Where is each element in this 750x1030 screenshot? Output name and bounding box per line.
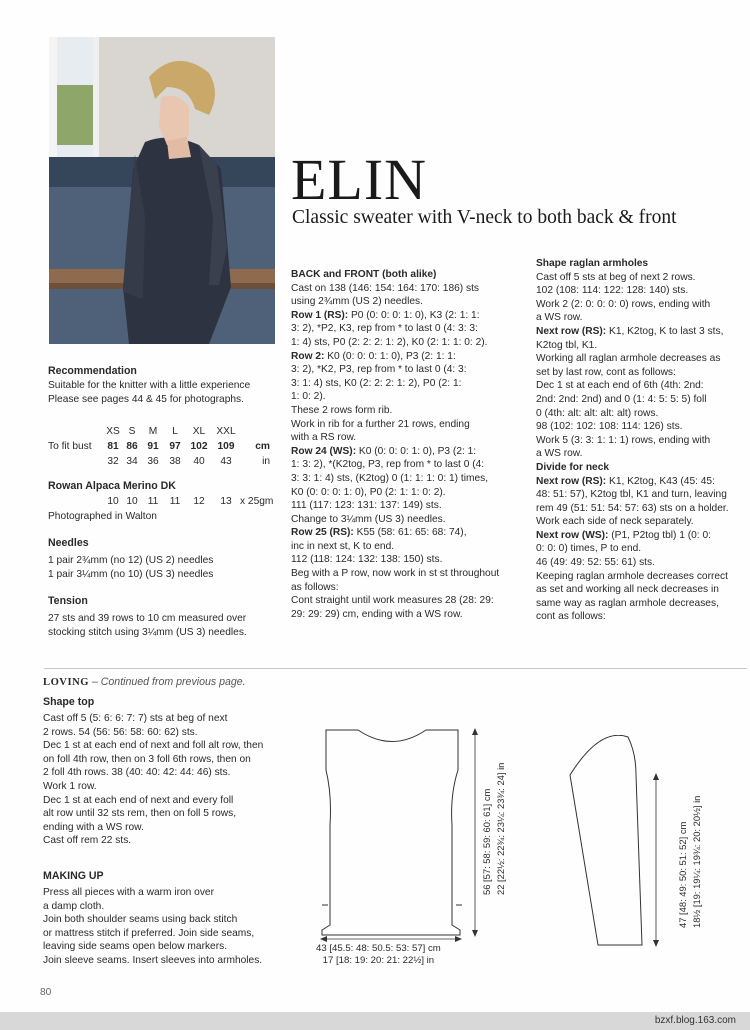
shape-top-heading: Shape top bbox=[43, 696, 95, 708]
instruction-text: Work 5 (3: 3: 1: 1: 1) rows, ending with bbox=[536, 434, 711, 446]
in-value: 43 bbox=[220, 456, 232, 467]
body-width-cm: 43 [45.5: 48: 50.5: 53: 57] cm bbox=[316, 943, 441, 954]
instruction-text: 3: 1: 4) sts, K0 (2: 2: 2: 1: 2), P0 (2: 1: bbox=[291, 377, 462, 389]
yarn-unit: x 25gm bbox=[240, 496, 274, 507]
cm-value: 81 bbox=[107, 441, 119, 452]
instruction-label: Row 2: bbox=[291, 350, 325, 362]
text-line: a damp cloth. bbox=[43, 900, 105, 912]
instruction-label: Row 25 (RS): bbox=[291, 527, 354, 539]
instruction-text: cont as follows: bbox=[536, 611, 606, 623]
yarn-quantities bbox=[48, 494, 284, 509]
instruction-text: as follows: bbox=[291, 581, 339, 593]
instruction-label: Shape raglan armholes bbox=[536, 258, 649, 269]
instruction-line bbox=[536, 461, 729, 475]
instruction-text: 1: 4) sts, P0 (2: 2: 2: 1: 2), K0 (2: 1: 1: 0: 2). bbox=[291, 336, 488, 348]
instruction-text: Working all raglan armhole decreases as bbox=[536, 353, 721, 365]
instruction-text: Change to 3¼mm (US 3) needles. bbox=[291, 513, 446, 525]
watermark-bar bbox=[0, 1012, 750, 1030]
instruction-line bbox=[291, 390, 499, 404]
instruction-text: rem 49 (51: 51: 54: 57: 63) sts on a holder. bbox=[536, 502, 729, 514]
yarn-value: 10 bbox=[107, 496, 119, 507]
instruction-text: 112 (118: 124: 132: 138: 150) sts. bbox=[291, 554, 443, 566]
instruction-label: BACK and FRONT (both alike) bbox=[291, 269, 437, 280]
recommendation-line-2: Please see pages 44 & 45 for photographs. bbox=[48, 394, 244, 405]
instruction-line bbox=[291, 581, 499, 595]
instruction-line bbox=[291, 350, 499, 364]
size-header: XS bbox=[106, 426, 120, 437]
instruction-line bbox=[291, 431, 499, 445]
instruction-text: These 2 rows form rib. bbox=[291, 404, 393, 416]
sleeve-length-label bbox=[676, 796, 703, 928]
instruction-text: 102 (108: 114: 122: 128: 140) sts. bbox=[536, 285, 689, 297]
instruction-line bbox=[536, 325, 729, 339]
instruction-line bbox=[536, 502, 729, 516]
instruction-text: 3: 2), *K2, P3, rep from * to last 0 (4: 3: bbox=[291, 364, 467, 376]
instruction-line bbox=[536, 570, 729, 584]
instruction-text: set by last row, cont as follows: bbox=[536, 366, 676, 378]
needles-line-1: 1 pair 2¾mm (no 12) (US 2) needles bbox=[48, 555, 214, 566]
in-value: 34 bbox=[126, 456, 138, 467]
yarn-value: 11 bbox=[147, 496, 159, 507]
photo-note: Photographed in Walton bbox=[48, 511, 157, 522]
instruction-text: 3: 2), *P2, K3, rep from * to last 0 (4: 3: 3: bbox=[291, 323, 478, 335]
shape-top-text bbox=[43, 712, 263, 848]
body-height-in: 22 [22½: 22¾: 23¼: 23¾: 24] in bbox=[494, 762, 506, 895]
text-line: leaving side seams open below markers. bbox=[43, 941, 228, 953]
instruction-line bbox=[291, 472, 499, 486]
instruction-line bbox=[536, 420, 729, 434]
needles-heading: Needles bbox=[48, 537, 89, 549]
instruction-line bbox=[291, 540, 499, 554]
size-header: L bbox=[172, 426, 178, 437]
cm-value: 102 bbox=[190, 441, 208, 452]
instruction-line bbox=[536, 542, 729, 556]
instruction-text: 111 (117: 123: 131: 137: 149) sts. bbox=[291, 500, 442, 512]
body-height-cm: 56 [57: 58: 59: 60: 61] cm bbox=[481, 788, 492, 895]
instruction-text: (P1, P2tog tbl) 1 (0: 0: bbox=[608, 529, 711, 541]
pattern-title: ELIN bbox=[291, 147, 428, 212]
raglan-instructions bbox=[536, 257, 729, 624]
instruction-text: K2tog tbl, K1. bbox=[536, 339, 598, 351]
instruction-line bbox=[536, 257, 729, 271]
yarn-value: 13 bbox=[220, 496, 232, 507]
instruction-line bbox=[536, 298, 729, 312]
instruction-text: inc in next st, K to end. bbox=[291, 540, 395, 552]
instruction-line bbox=[536, 447, 729, 461]
instruction-line bbox=[536, 556, 729, 570]
size-table bbox=[48, 424, 270, 469]
instruction-text: a WS row. bbox=[536, 448, 583, 460]
tension-line-2: stocking stitch using 3¼mm (US 3) needles. bbox=[48, 627, 247, 638]
size-header: XL bbox=[192, 426, 206, 437]
instruction-line bbox=[291, 445, 499, 459]
instruction-label: Next row (RS): bbox=[536, 325, 607, 337]
text-line: Dec 1 st at each end of next and every foll bbox=[43, 794, 234, 806]
in-value: 36 bbox=[147, 456, 159, 467]
body-width-in: 17 [18: 19: 20: 21: 22½] in bbox=[322, 955, 435, 966]
text-line: Work 1 row. bbox=[43, 780, 97, 792]
instruction-line bbox=[536, 610, 729, 624]
instruction-text: using 2¾mm (US 2) needles. bbox=[291, 296, 423, 308]
instruction-line bbox=[291, 404, 499, 418]
instruction-line bbox=[291, 499, 499, 513]
instruction-text: Cast off 5 sts at beg of next 2 rows. bbox=[536, 271, 696, 283]
text-line: or mattress stitch if preferred. Join side seams, bbox=[43, 927, 255, 939]
instruction-line bbox=[291, 526, 499, 540]
instruction-line bbox=[536, 339, 729, 353]
text-line: Cast off rem 22 sts. bbox=[43, 835, 132, 847]
loving-header bbox=[43, 676, 246, 690]
instruction-line bbox=[291, 513, 499, 527]
instruction-text: Beg with a P row, now work in st st throughout bbox=[291, 568, 500, 580]
back-front-instructions bbox=[291, 268, 499, 621]
instruction-text: P0 (0: 0: 0: 1: 0), K3 (2: 1: 1: bbox=[348, 309, 480, 321]
instruction-text: 48: 51: 57), K2tog tbl, K1 and turn, leaving bbox=[536, 489, 727, 501]
in-value: 38 bbox=[169, 456, 181, 467]
yarn-heading: Rowan Alpaca Merino DK bbox=[48, 480, 176, 492]
instruction-line bbox=[291, 567, 499, 581]
cm-value: 86 bbox=[126, 441, 138, 452]
instruction-text: 0 (4th: alt: alt: alt: alt) rows. bbox=[536, 407, 659, 419]
text-line: Join sleeve seams. Insert sleeves into armholes. bbox=[43, 954, 263, 966]
instruction-line bbox=[536, 271, 729, 285]
instruction-text: K0 (0: 0: 0: 1: 0), P3 (2: 1: 1: bbox=[324, 350, 456, 362]
text-line: ending with a WS row. bbox=[43, 821, 144, 833]
instruction-line bbox=[536, 366, 729, 380]
instruction-line bbox=[291, 295, 499, 309]
cm-value: 97 bbox=[169, 441, 181, 452]
instruction-text: 2nd: 2nd: 2nd) and 0 (1: 4: 5: 5: 5) foll bbox=[536, 393, 707, 405]
loving-continued: – Continued from previous page. bbox=[88, 676, 246, 688]
text-line: 2 foll 4th rows. 38 (40: 40: 42: 44: 46) sts. bbox=[43, 767, 231, 779]
instruction-line bbox=[291, 553, 499, 567]
text-line: Dec 1 st at each end of next and foll alt row, then bbox=[43, 740, 264, 752]
in-value: 32 bbox=[107, 456, 119, 467]
pattern-subtitle: Classic sweater with V-neck to both back & front bbox=[292, 207, 677, 228]
instruction-line bbox=[291, 486, 499, 500]
instruction-line bbox=[536, 583, 729, 597]
instruction-text: 0: 0: 0) times, P to end. bbox=[536, 543, 642, 555]
text-line: Join both shoulder seams using back stitch bbox=[43, 914, 238, 926]
sleeve-schematic bbox=[560, 735, 680, 950]
size-header: XXL bbox=[216, 426, 236, 437]
instruction-line bbox=[291, 268, 499, 282]
instruction-label: Divide for neck bbox=[536, 461, 610, 473]
instruction-text: with a RS row. bbox=[291, 432, 357, 444]
instruction-text: Work in rib for a further 21 rows, ending bbox=[291, 418, 470, 430]
instruction-line bbox=[536, 488, 729, 502]
making-up-heading: MAKING UP bbox=[43, 870, 104, 882]
instruction-text: K0 (0: 0: 0: 1: 0), P0 (2: 1: 1: 0: 2). bbox=[291, 486, 446, 498]
instruction-line bbox=[536, 284, 729, 298]
fit-bust-label: To fit bust bbox=[48, 441, 92, 452]
tension-heading: Tension bbox=[48, 595, 88, 607]
instruction-line bbox=[291, 336, 499, 350]
instruction-line bbox=[291, 458, 499, 472]
text-line: on foll 4th row, then on 3 foll 6th rows, then on bbox=[43, 753, 251, 765]
instruction-text: K1, K2tog, K to last 3 sts, bbox=[606, 325, 724, 337]
in-value: 40 bbox=[193, 456, 205, 467]
instruction-label: Next row (RS): bbox=[536, 475, 607, 487]
instruction-line bbox=[536, 529, 729, 543]
instruction-line bbox=[291, 608, 499, 622]
instruction-text: 46 (49: 49: 52: 55: 61) sts. bbox=[536, 557, 655, 569]
instruction-text: Dec 1 st at each end of 6th (4th: 2nd: bbox=[536, 380, 704, 392]
text-line: Press all pieces with a warm iron over bbox=[43, 887, 214, 898]
recommendation-line-1: Suitable for the knitter with a little experience bbox=[48, 380, 251, 391]
instruction-line bbox=[291, 282, 499, 296]
instruction-line bbox=[536, 597, 729, 611]
instruction-line bbox=[291, 322, 499, 336]
instruction-line bbox=[536, 434, 729, 448]
instruction-text: same way as raglan armhole decreases, bbox=[536, 597, 719, 609]
instruction-text: K1, K2tog, K43 (45: 45: bbox=[606, 475, 715, 487]
instruction-text: Cont straight until work measures 28 (28: 29: bbox=[291, 595, 494, 607]
instruction-text: Cast on 138 (146: 154: 164: 170: 186) sts bbox=[291, 282, 480, 294]
instruction-line bbox=[536, 352, 729, 366]
text-line: Cast off 5 (5: 6: 6: 7: 7) sts at beg of next bbox=[43, 713, 228, 724]
instruction-line bbox=[536, 475, 729, 489]
instruction-line bbox=[291, 309, 499, 323]
instruction-text: a WS row. bbox=[536, 312, 583, 324]
instruction-line bbox=[536, 311, 729, 325]
body-schematic bbox=[300, 725, 510, 975]
tension-line-1: 27 sts and 39 rows to 10 cm measured over bbox=[48, 613, 247, 624]
body-width-label bbox=[316, 943, 441, 967]
cm-value: 91 bbox=[147, 441, 159, 452]
yarn-value: 12 bbox=[193, 496, 205, 507]
making-up-text bbox=[43, 886, 262, 968]
instruction-text: 3: 3: 1: 4) sts, (K2tog) 0 (1: 1: 1: 0: 1) times, bbox=[291, 472, 489, 484]
instruction-text: 1: 3: 2), *(K2tog, P3, rep from * to last 0 (4: bbox=[291, 459, 485, 471]
yarn-value: 11 bbox=[169, 496, 181, 507]
instruction-text: Work each side of neck separately. bbox=[536, 516, 694, 528]
text-line: 2 rows. 54 (56: 56: 58: 60: 62) sts. bbox=[43, 726, 198, 738]
instruction-text: 1: 0: 2). bbox=[291, 391, 326, 403]
model-photo bbox=[49, 37, 275, 344]
recommendation-heading: Recommendation bbox=[48, 365, 137, 377]
instruction-label: Next row (WS): bbox=[536, 529, 609, 541]
instruction-line bbox=[291, 418, 499, 432]
instruction-line bbox=[536, 393, 729, 407]
instruction-line bbox=[536, 407, 729, 421]
instruction-label: Row 1 (RS): bbox=[291, 309, 349, 321]
instruction-line bbox=[291, 594, 499, 608]
size-header: M bbox=[148, 426, 158, 437]
sleeve-length-cm: 47 [48: 49: 50: 51: 52] cm bbox=[677, 821, 688, 928]
size-header: S bbox=[128, 426, 136, 437]
instruction-text: K55 (58: 61: 65: 68: 74), bbox=[353, 527, 467, 539]
instruction-text: K0 (0: 0: 0: 1: 0), P3 (2: 1: bbox=[356, 445, 477, 457]
text-line: alt row until 32 sts rem, then on foll 5 rows, bbox=[43, 808, 237, 820]
instruction-text: Keeping raglan armhole decreases correct bbox=[536, 570, 728, 582]
yarn-value: 10 bbox=[126, 496, 138, 507]
needles-line-2: 1 pair 3¼mm (no 10) (US 3) needles bbox=[48, 569, 214, 580]
section-divider bbox=[44, 668, 747, 669]
sleeve-length-in: 18½ [19: 19¼: 19¾: 20: 20½] in bbox=[690, 795, 702, 928]
instruction-line bbox=[536, 515, 729, 529]
instruction-text: 29: 29: 29) cm, ending with a WS row. bbox=[291, 608, 463, 620]
instruction-label: Row 24 (WS): bbox=[291, 445, 357, 457]
page-number: 80 bbox=[40, 987, 52, 998]
in-unit: in bbox=[262, 456, 270, 467]
watermark-text: bzxf.blog.163.com bbox=[654, 1015, 736, 1026]
loving-label: LOVING bbox=[43, 677, 89, 688]
instruction-line bbox=[291, 377, 499, 391]
body-height-label bbox=[480, 763, 507, 895]
instruction-text: as set and working all neck decreases in bbox=[536, 584, 719, 596]
cm-value: 109 bbox=[217, 441, 235, 452]
cm-unit: cm bbox=[255, 441, 270, 452]
instruction-text: 98 (102: 102: 108: 114: 126) sts. bbox=[536, 421, 683, 433]
instruction-line bbox=[536, 379, 729, 393]
instruction-text: Work 2 (2: 0: 0: 0: 0) rows, ending with bbox=[536, 298, 711, 310]
instruction-line bbox=[291, 363, 499, 377]
